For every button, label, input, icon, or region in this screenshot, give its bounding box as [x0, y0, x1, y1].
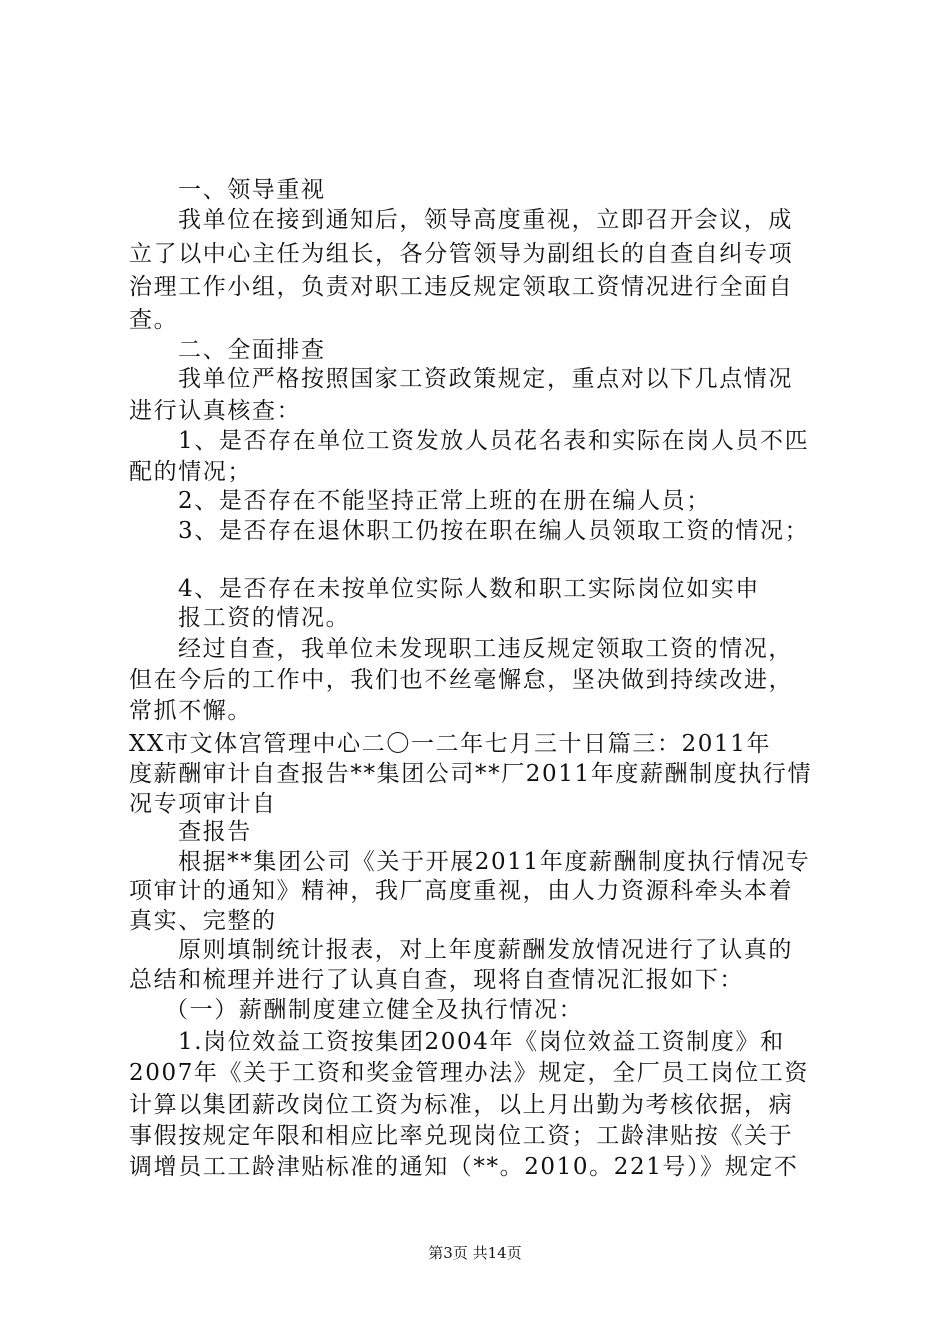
paragraph-line: 进行认真核查： [129, 398, 302, 424]
paragraph-line: 度薪酬审计自查报告**集团公司**厂2011年度薪酬制度执行情 [129, 761, 813, 787]
heading-inspection: 二、全面排查 [178, 337, 326, 363]
paragraph-line: XX市文体宫管理中心二〇一二年七月三十日篇三：2011年 [129, 731, 772, 757]
list-item-1: 1、是否存在单位工资发放人员花名表和实际在岗人员不匹 [178, 428, 810, 454]
paragraph-line: 2007年《关于工资和奖金管理办法》规定，全厂员工岗位工资 [129, 1060, 809, 1086]
paragraph-line: 事假按规定年限和相应比率兑现岗位工资；工龄津贴按《关于 [129, 1123, 794, 1149]
paragraph-line: 1.岗位效益工资按集团2004年《岗位效益工资制度》和 [178, 1029, 785, 1055]
paragraph-line: 但在今后的工作中，我们也不丝毫懈怠，坚决做到持续改进， [129, 667, 794, 693]
paragraph-line: 查报告 [178, 819, 252, 845]
paragraph-line: 治理工作小组，负责对职工违反规定领取工资情况进行全面自 [129, 274, 794, 300]
paragraph-line: 查。 [129, 307, 179, 333]
paragraph-line: 调增员工工龄津贴标准的通知（**。2010。221号）》规定不 [129, 1154, 799, 1180]
paragraph-line: 配的情况； [129, 459, 252, 485]
paragraph-line: 立了以中心主任为组长，各分管领导为副组长的自查自纠专项 [129, 241, 794, 267]
paragraph-line: 计算以集团薪改岗位工资为标准，以上月出勤为考核依据，病 [129, 1092, 794, 1118]
paragraph-line: 原则填制统计报表，对上年度薪酬发放情况进行了认真的 [178, 937, 793, 963]
paragraph-line: 真实、完整的 [129, 908, 277, 934]
list-item-2: 2、是否存在不能坚持正常上班的在册在编人员； [178, 488, 711, 514]
list-item-3: 3、是否存在退休职工仍按在职在编人员领取工资的情况； [178, 518, 810, 544]
paragraph-line: 我单位严格按照国家工资政策规定，重点对以下几点情况 [178, 366, 793, 392]
paragraph-line: 常抓不懈。 [129, 698, 252, 724]
paragraph-line: 我单位在接到通知后，领导高度重视，立即召开会议，成 [178, 207, 793, 233]
paragraph-line: 项审计的通知》精神，我厂高度重视，由人力资源科牵头本着 [129, 878, 794, 904]
paragraph-line: 况专项审计自 [129, 791, 277, 817]
paragraph-line: 报工资的情况。 [178, 605, 351, 631]
list-item-4: 4、是否存在未按单位实际人数和职工实际岗位如实申 [178, 576, 761, 602]
heading-salary-system: （一）薪酬制度建立健全及执行情况： [165, 997, 584, 1023]
heading-leadership: 一、领导重视 [178, 177, 326, 203]
page-number-footer: 第3页 共14页 [428, 1244, 522, 1262]
paragraph-line: 经过自查，我单位未发现职工违反规定领取工资的情况， [178, 636, 793, 662]
paragraph-line: 总结和梳理并进行了认真自查，现将自查情况汇报如下： [129, 967, 744, 993]
paragraph-line: 根据**集团公司《关于开展2011年度薪酬制度执行情况专 [178, 849, 811, 875]
